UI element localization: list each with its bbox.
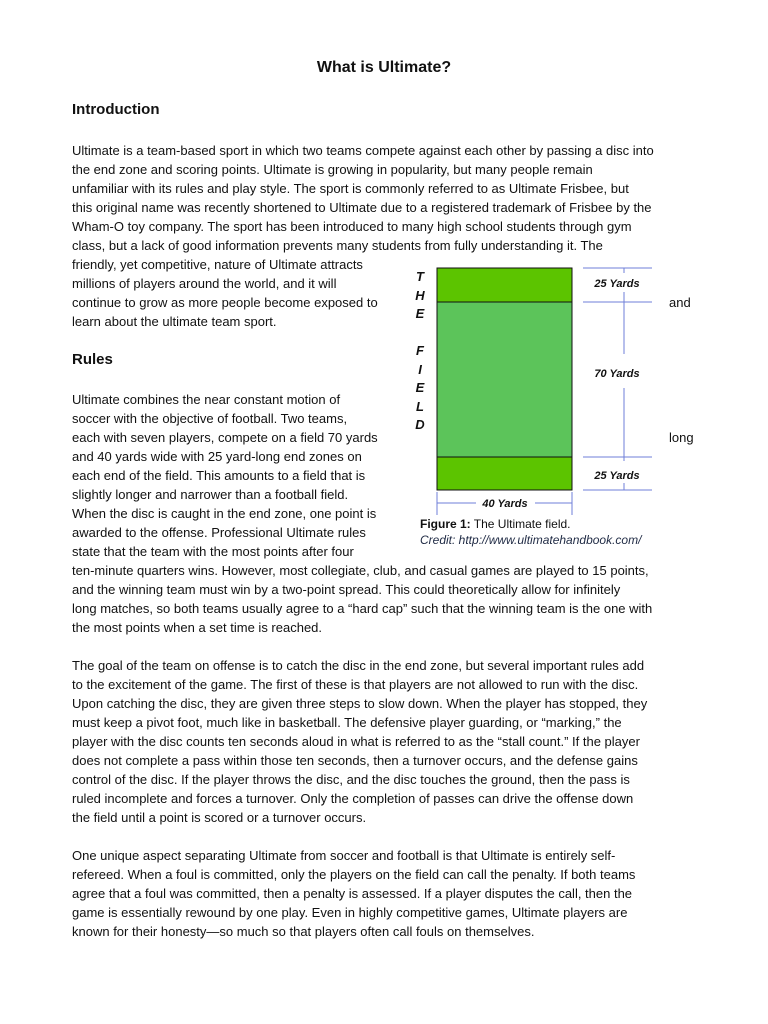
end-zone-top-label: 25 Yards — [594, 278, 640, 290]
text-line: refereed. When a foul is committed, only the players on the field can call the penalty. If both teams — [72, 867, 636, 882]
end-zone-bottom — [437, 457, 572, 490]
intro-heading: Introduction — [72, 101, 160, 118]
width-label: 40 Yards — [482, 498, 528, 510]
text-line: class, but a lack of good information prevents many students from fully understanding it. The — [72, 238, 603, 253]
text-line: the field until a point is scored or a turnover occurs. — [72, 810, 367, 825]
wrapped-word: long — [669, 430, 694, 445]
text-line: the end zone and scoring points. Ultimate is growing in popularity, but many people remain — [72, 162, 593, 177]
text-line: awarded to the offense. Professional Ultimate rules — [72, 525, 366, 540]
ultimate-field-diagram — [420, 260, 670, 516]
playing-field-middle — [437, 302, 572, 457]
text-line: ten-minute quarters wins. However, most collegiate, club, and casual games are played to 15 points, — [72, 563, 649, 578]
field-letter: E — [415, 380, 425, 395]
text-line: soccer with the objective of football. Two teams, — [72, 411, 348, 426]
text-line: One unique aspect separating Ultimate from soccer and football is that Ultimate is entirely self- — [72, 848, 616, 863]
field-letter: I — [418, 361, 422, 377]
text-line: game is essentially rewound by one play. Even in highly competitive games, Ultimate players are — [72, 905, 628, 920]
text-line: millions of players around the world, and it will — [72, 276, 337, 291]
text-line: ruled incomplete and forces a turnover. Only the completion of passes can drive the offense down — [72, 791, 634, 806]
field-letter: F — [416, 343, 424, 358]
text-line: The goal of the team on offense is to catch the disc in the end zone, but several important rules add — [72, 658, 645, 673]
text-line: long matches, so both teams usually agree to a “hard cap” such that the winning team is the one with — [72, 601, 653, 616]
wrapped-word: and — [669, 295, 691, 310]
text-line: each end of the field. This amounts to a field that is — [72, 468, 366, 483]
field-letter: L — [416, 398, 424, 414]
text-line: known for their honesty—so much so that players often call fouls on themselves. — [72, 924, 535, 939]
figure-caption-text: The Ultimate field. — [470, 517, 571, 531]
text-line: friendly, yet competitive, nature of Ultimate attracts — [72, 257, 363, 272]
text-line: unfamiliar with its rules and play style. The sport is commonly referred to as Ultimate Frisbee, but — [72, 181, 629, 196]
text-line: the most points when a set time is reached. — [72, 620, 323, 635]
end-zone-top — [437, 268, 572, 302]
field-letter: D — [415, 417, 425, 432]
text-line: each with seven players, compete on a field 70 yards — [72, 430, 378, 445]
text-line: state that the team with the most points after four — [72, 544, 354, 559]
text-line: Upon catching the disc, they are given three steps to slow down. When the player has stopped, they — [72, 696, 648, 711]
text-line: Ultimate combines the near constant motion of — [72, 392, 341, 407]
text-line: continue to grow as more people become exposed to — [72, 295, 378, 310]
middle-length-label: 70 Yards — [594, 368, 640, 380]
field-letter: H — [415, 287, 425, 303]
text-line: agree that a foul was committed, then a penalty is assessed. If a player disputes the call, then the — [72, 886, 633, 901]
field-letter: E — [415, 306, 425, 321]
figure-credit: Credit: http://www.ultimatehandbook.com/ — [420, 533, 642, 547]
text-line: slightly longer and narrower than a football field. — [72, 487, 349, 502]
rules-heading: Rules — [72, 351, 113, 368]
text-line: must keep a pivot foot, much like in basketball. The defensive player guarding, or “marking,” the — [72, 715, 622, 730]
figure-caption-prefix: Figure 1: — [420, 517, 471, 531]
text-line: Ultimate is a team-based sport in which two teams compete against each other by passing a disc into — [72, 143, 654, 158]
text-line: does not complete a pass within those ten seconds, then a turnover occurs, and the defense gains — [72, 753, 638, 768]
text-line: player with the disc counts ten seconds aloud in what is referred to as the “stall count.” If the player — [72, 734, 640, 749]
text-line: and 40 yards wide with 25 yard-long end zones on — [72, 449, 362, 464]
text-line: Wham-O toy company. The sport has been introduced to many high school students through gym — [72, 219, 632, 234]
text-line: and the winning team must win by a two-point spread. This could theoretically allow for infinitely — [72, 582, 621, 597]
field-letter: T — [416, 269, 424, 284]
text-line: control of the disc. If the player throws the disc, and the disc touches the ground, then the pass is — [72, 772, 630, 787]
end-zone-bottom-label: 25 Yards — [594, 470, 640, 482]
text-line: learn about the ultimate team sport. — [72, 314, 277, 329]
text-line: When the disc is caught in the end zone, one point is — [72, 506, 377, 521]
page-title: What is Ultimate? — [316, 59, 452, 76]
figure-caption — [420, 515, 571, 533]
text-line: this original name was recently shortened to Ultimate due to a registered trademark of Frisbee by the — [72, 200, 652, 215]
text-line: to the excitement of the game. The first of these is that players are not allowed to run with the disc. — [72, 677, 639, 692]
